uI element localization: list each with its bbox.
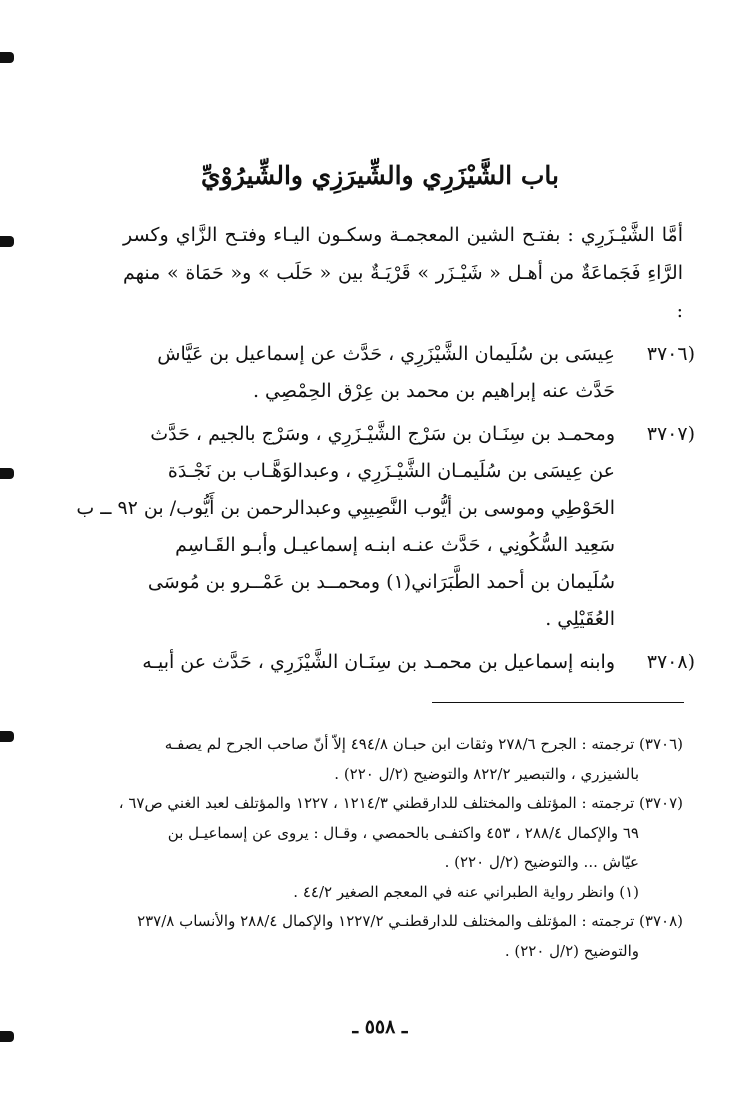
footnote-line: ٦٩ والإكمال ٢٨٨/٤ ، ٤٥٣ واكتفـى بالحمصي ، وقـال : يروى عن إسماعيـل بن: [167, 823, 639, 842]
entry-line: حَدَّث عنه إبراهيم بن محمد بن عِرْق الحِمْصِي .: [252, 380, 615, 402]
footnote-line: (١) وانظر رواية الطبراني عنه في المعجم الصغير ٤٤/٢ .: [293, 882, 639, 901]
entry-number: (٣٧٠٦: [646, 343, 695, 365]
entry-line: وابنه إسماعيل بن محمـد بن سِنَـان الشَّيْزَرِي ، حَدَّث عن أبيـه: [142, 651, 615, 673]
entry-line: عن عِيسَى بن سُلَيمـان الشَّيْـزَرِي ، وعبدالوَهَّـاب بن نَجْـدَة: [167, 460, 615, 482]
entry-3708: [75, 644, 695, 681]
footnote-line: (٣٧٠٨) ترجمته : المؤتلف والمختلف للدارقطنـي ١٢٢٧/٢ والإكمال ٢٨٨/٤ والأنساب ٢٣٧/٨: [137, 912, 683, 930]
entry-number: (٣٧٠٨: [646, 651, 695, 673]
entry-text: [75, 416, 615, 638]
entry-line: العُقَيْلِي .: [545, 608, 615, 630]
scan-edge-mark: [0, 731, 14, 742]
entry-number: (٣٧٠٧: [646, 423, 695, 445]
footnote-divider: [432, 702, 684, 703]
scan-edge-mark: [0, 1031, 14, 1042]
footnote-line: عيّاش ... والتوضيح (٢/ل ٢٢٠) .: [444, 853, 639, 871]
entry-line: ومحمـد بن سِنَـان بن سَرْج الشَّيْـزَرِي ، وسَرْج بالجيم ، حَدَّث: [150, 423, 615, 445]
entry-3706: [75, 336, 695, 410]
page-number: ـ ٥٥٨ ـ: [352, 1016, 408, 1038]
entry-line: سَعِيد السُّكُونِي ، حَدَّث عنـه ابنـه إسماعيـل وأبـو القَـاسِم: [175, 534, 615, 556]
chapter-title: باب الشَّيْزَرِي والشِّيرَزِي والشِّيرُوْيِّ: [201, 161, 559, 190]
footnotes: [78, 730, 683, 966]
footnote-line: والتوضيح (٢/ل ٢٢٠) .: [504, 941, 639, 960]
entry-text: [75, 336, 615, 410]
intro-paragraph: أمَّا الشَّيْـزَرِي : بفتـح الشين المعجمـة وسكـون اليـاء وفتـح الزَّاي وكسر الرَّاءِ فَجَماعَةٌ من أهـل « شَيْـزَر » قَرْيَـةٌ بين « حَلَب » و« حَمَاة » منهم :: [123, 224, 683, 322]
footnote-line: بالشيزري ، والتبصير ٨٢٢/٢ والتوضيح (٢/ل ٢٢٠) .: [334, 764, 639, 783]
scan-edge-mark: [0, 236, 14, 247]
scan-edge-mark: [0, 468, 14, 479]
footnote-line: (٣٧٠٧) ترجمته : المؤتلف والمختلف للدارقطني ١٢١٤/٣ ، ١٢٢٧ والمؤتلف لعبد الغني ص٦٧ ،: [118, 794, 683, 812]
entry-line: سُلَيمان بن أحمد الطَّبَرَاني(١) ومحمــد بن عَمْــرو بن مُوسَى: [147, 571, 615, 593]
entry-line: الحَوْطِي وموسى بن أيُّوب النَّصِيبِي وعبدالرحمن بن أَيُّوب/ بن ٩٢ ــ ب: [76, 497, 615, 519]
entry-3707: [75, 416, 695, 638]
scan-edge-mark: [0, 52, 14, 63]
entry-line: عِيسَى بن سُلَيمان الشَّيْزَرِي ، حَدَّث عن إسماعيل بن عَيَّاش: [157, 343, 615, 365]
footnote-line: (٣٧٠٦) ترجمته : الجرح ٢٧٨/٦ وثقات ابن حبـان ٤٩٤/٨ إلاّ أنّ صاحب الجرح لم يصفـه: [164, 735, 683, 753]
entry-text: [75, 644, 615, 681]
